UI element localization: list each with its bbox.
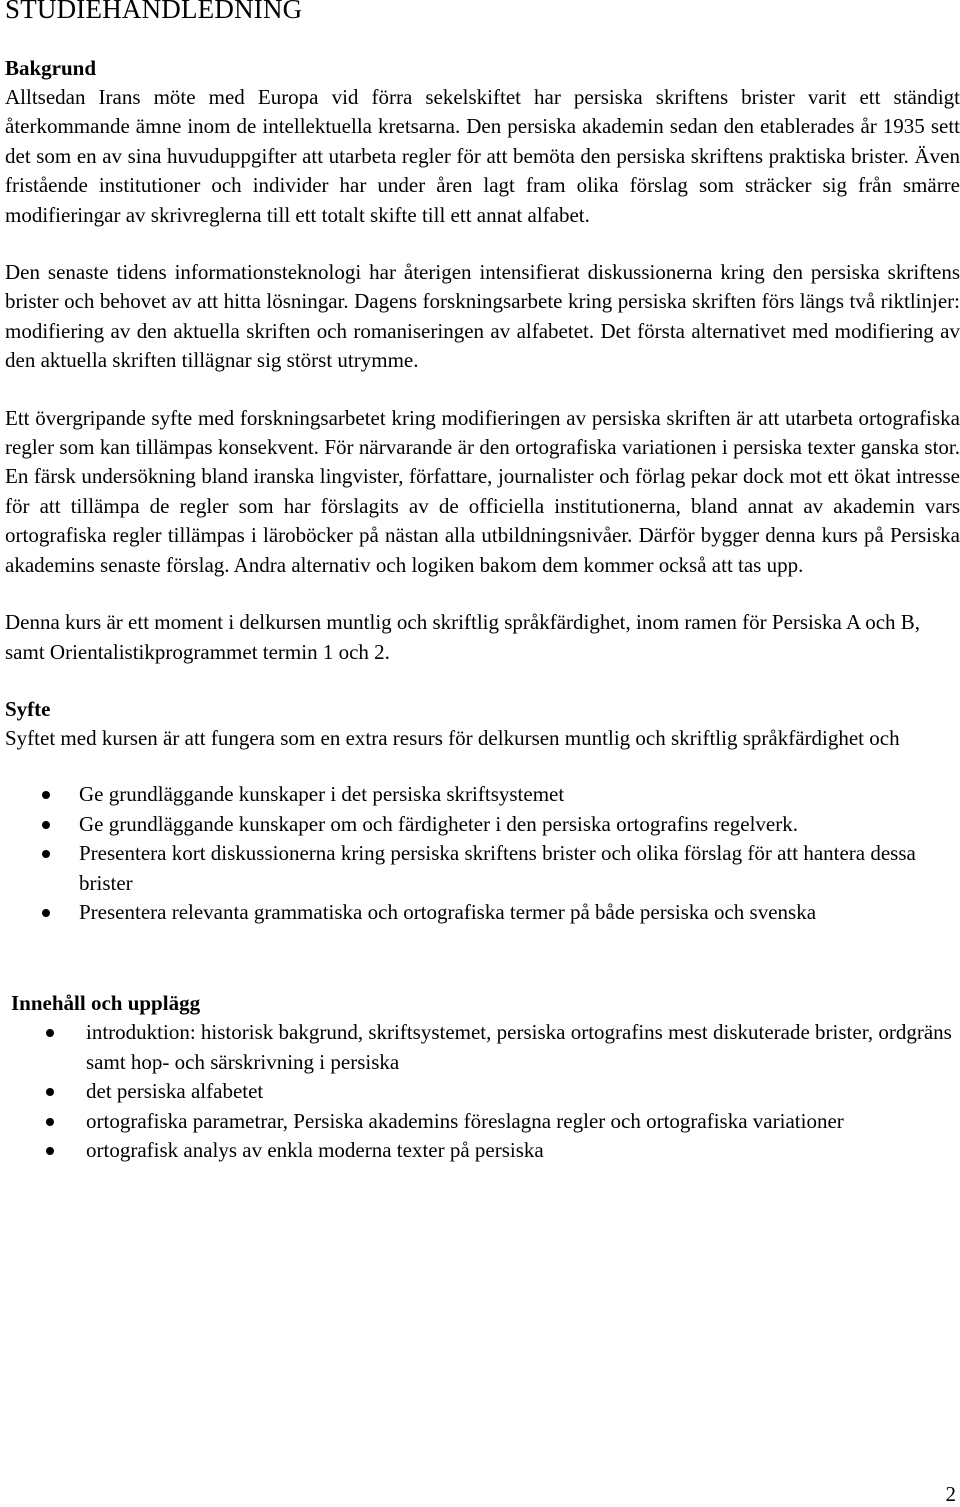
document-title: STUDIEHANDLEDNING <box>5 0 303 24</box>
section-heading-bakgrund: Bakgrund <box>5 56 97 80</box>
paragraph: Alltsedan Irans möte med Europa vid förra sekelskiftet har persiska skriftens brister varit ett ständigt återkommande ämne inom de intellektuella kretsarna. Den persiska akademin sedan den etablerades år 1935 sett det som en av sina huvuduppgifter att utarbeta regler för att bemöta den persiska skriftens praktiska brister. Även fristående institutioner och individer har under åren lagt fram olika förslag som sträcker sig från smärre modifieringar av skrivreglerna till ett totalt skifte till ett annat alfabet. <box>5 85 960 227</box>
paragraph: Ett övergripande syfte med forskningsarbetet kring modifieringen av persiska skriften är att utarbeta ortografiska regler som kan tillämpas konsekvent. För närvarande är den ortografiska variationen i persiska texter ganska stor. En färsk undersökning bland iranska lingvister, författare, journalister och förlag pekar dock mot ett ökat intresse för att tillämpa de regler som har förslagits av de officiella institutionerna, bland annat av akademin vars ortografiska regler tillämpas i läroböcker på nästan alla utbildningsnivåer. Därför bygger denna kurs på Persiska akademins senaste förslag. Andra alternativ och logiken bakom dem kommer också att tas upp. <box>5 405 960 577</box>
syfte-bullet-list <box>5 780 960 927</box>
page-number: 2 <box>945 1482 956 1506</box>
bullet-icon <box>42 791 50 799</box>
document-page <box>5 0 960 1165</box>
paragraph: Syftet med kursen är att fungera som en extra resurs för delkursen muntlig och skriftlig språkfärdighet och <box>5 725 900 750</box>
bullet-icon <box>46 1118 54 1126</box>
list-item: Presentera kort diskussionerna kring persiska skriftens brister och olika förslag för att hantera dessa brister <box>5 839 959 898</box>
list-item: ortografisk analys av enkla moderna texter på persiska <box>5 1136 960 1165</box>
list-item: ortografiska parametrar, Persiska akademins föreslagna regler och ortografiska variationer <box>5 1107 906 1136</box>
section-innehall <box>5 989 960 1165</box>
section-syfte <box>5 695 960 927</box>
list-item: introduktion: historisk bakgrund, skriftsystemet, persiska ortografins mest diskuterade brister, ordgräns samt hop- och särskrivning i persiska <box>5 1018 960 1077</box>
bullet-icon <box>42 909 50 917</box>
bullet-icon <box>42 850 50 858</box>
bullet-icon <box>42 821 50 829</box>
list-item: Ge grundläggande kunskaper om och färdigheter i den persiska ortografins regelverk. <box>5 810 960 839</box>
paragraph: Den senaste tidens informationsteknologi har återigen intensifierat diskussionerna kring den persiska skriftens brister och behovet av att hitta lösningar. Dagens forskningsarbete kring persiska skriften förs längs två riktlinjer: modifiering av den aktuella skriften och romaniseringen av alfabetet. Det första alternativet med modifiering av den aktuella skriften tillägnar sig störst utrymme. <box>5 260 960 373</box>
bullet-icon <box>46 1088 54 1096</box>
paragraph: Denna kurs är ett moment i delkursen muntlig och skriftlig språkfärdighet, inom ramen för Persiska A och B, samt Orientalistikprogrammet termin 1 och 2. <box>5 610 921 664</box>
innehall-bullet-list <box>5 1018 960 1165</box>
section-heading-innehall: Innehåll och upplägg <box>11 991 201 1016</box>
bullet-icon <box>46 1147 54 1155</box>
section-heading-syfte: Syfte <box>5 696 51 721</box>
section-bakgrund <box>5 54 960 667</box>
list-item: det persiska alfabetet <box>5 1077 960 1106</box>
list-item: Presentera relevanta grammatiska och ortografiska termer på både persiska och svenska <box>5 898 959 927</box>
bullet-icon <box>46 1029 54 1037</box>
list-item: Ge grundläggande kunskaper i det persiska skriftsystemet <box>5 780 960 809</box>
